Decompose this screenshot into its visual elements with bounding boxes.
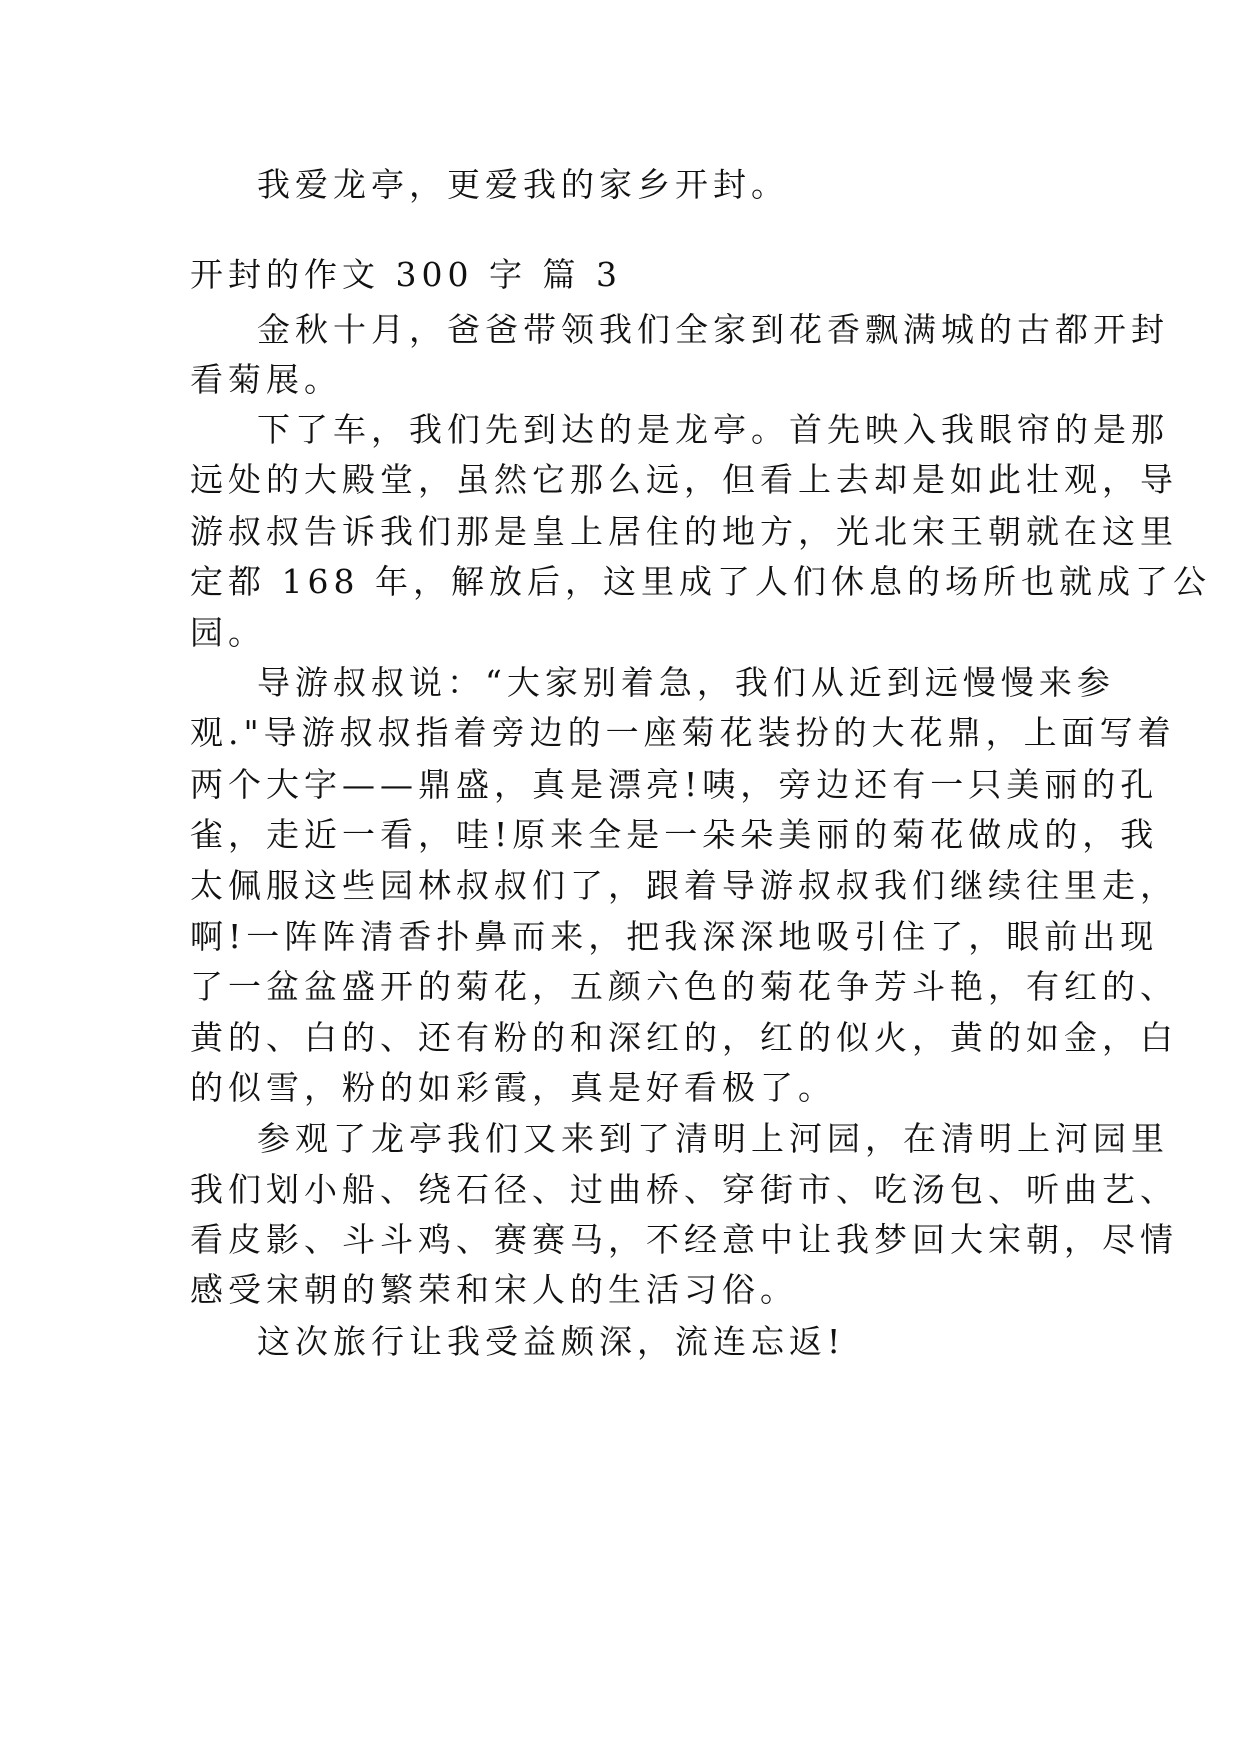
paragraph-line: 感受宋朝的繁荣和宋人的生活习俗。 [190,1270,798,1309]
paragraph-line: 金秋十月，爸爸带领我们全家到花香飘满城的古都开封 [257,310,1169,349]
paragraph-line: 下了车，我们先到达的是龙亭。首先映入我眼帘的是那 [257,410,1169,449]
paragraph-line: 导游叔叔说：“大家别着急，我们从近到远慢慢来参 [257,663,1115,702]
paragraph-line: 看菊展。 [190,360,342,399]
paragraph-line: 我们划小船、绕石径、过曲桥、穿街市、吃汤包、听曲艺、 [190,1170,1178,1209]
paragraph-line: 看皮影、斗斗鸡、赛赛马，不经意中让我梦回大宋朝，尽情 [190,1220,1178,1259]
paragraph-line: 远处的大殿堂，虽然它那么远，但看上去却是如此壮观，导 [190,460,1178,499]
paragraph-line: 啊!一阵阵清香扑鼻而来，把我深深地吸引住了，眼前出现 [190,917,1159,956]
paragraph-line: 两个大字——鼎盛，真是漂亮!咦，旁边还有一只美丽的孔 [190,765,1159,804]
paragraph-line: 参观了龙亭我们又来到了清明上河园，在清明上河园里 [257,1119,1169,1158]
paragraph-line: 观."导游叔叔指着旁边的一座菊花装扮的大花鼎，上面写着 [190,713,1176,752]
paragraph-line: 我爱龙亭，更爱我的家乡开封。 [257,165,789,204]
paragraph-line: 的似雪，粉的如彩霞，真是好看极了。 [190,1068,836,1107]
paragraph-line: 园。 [190,613,266,652]
paragraph-line: 了一盆盆盛开的菊花，五颜六色的菊花争芳斗艳，有红的、 [190,967,1178,1006]
paragraph-line: 雀，走近一看，哇!原来全是一朵朵美丽的菊花做成的，我 [190,815,1159,854]
paragraph-line: 这次旅行让我受益颇深，流连忘返! [257,1322,846,1361]
paragraph-line: 黄的、白的、还有粉的和深红的，红的似火，黄的如金，白 [190,1018,1178,1057]
paragraph-line: 游叔叔告诉我们那是皇上居住的地方，光北宋王朝就在这里 [190,512,1178,551]
section-heading: 开封的作文 300 字 篇 3 [190,255,622,294]
paragraph-line: 定都 168 年，解放后，这里成了人们休息的场所也就成了公 [190,562,1211,601]
paragraph-line: 太佩服这些园林叔叔们了，跟着导游叔叔我们继续往里走， [190,866,1178,905]
